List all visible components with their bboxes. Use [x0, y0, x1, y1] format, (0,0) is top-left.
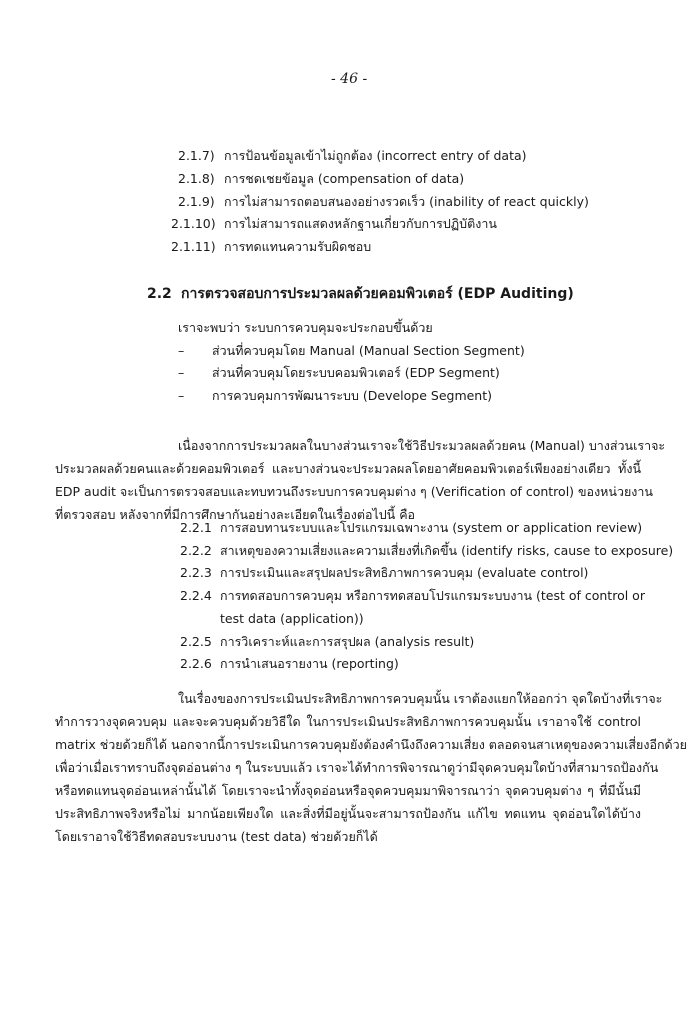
- paragraph-line: ทำการวางจุดควบคุม และจะควบคุมด้วยวิธีใด ในการประเมินประสิทธิภาพการควบคุมนั้น เราอาจใช้ control: [55, 714, 641, 729]
- list-item-text: การชดเชยข้อมูล (compensation of data): [224, 171, 465, 186]
- list-item: [180, 636, 474, 649]
- list-item-text: การไม่สามารถแสดงหลักฐานเกี่ยวกับการปฏิบัติงาน: [224, 216, 497, 231]
- bullet-text: การควบคุมการพัฒนาระบบ (Develope Segment): [212, 388, 493, 403]
- list-item-number: 2.1.11): [171, 239, 216, 254]
- list-item-text: การป้อนข้อมูลเข้าไม่ถูกต้อง (incorrect entry of data): [224, 148, 527, 163]
- list-item-number: 2.2.4: [180, 588, 212, 603]
- list-item: [178, 150, 527, 163]
- dash-icon: –: [178, 365, 185, 380]
- list-item-continuation: test data (application)): [220, 611, 364, 626]
- list-item-text: การไม่สามารถตอบสนองอย่างรวดเร็ว (inability of react quickly): [224, 194, 589, 209]
- list-item-number: 2.2.6: [180, 656, 212, 671]
- paragraph-line: ประสิทธิภาพจริงหรือไม่ มากน้อยเพียงใด และสิ่งที่มีอยู่นั้นจะสามารถป้องกัน แก้ไข ทดแทน จุดอ่อนใดได้บ้าง: [55, 806, 641, 821]
- list-item: [180, 545, 673, 558]
- list-item-number: 2.1.9): [178, 194, 215, 209]
- paragraph-line: เนื่องจากการประมวลผลในบางส่วนเราจะใช้วิธีประมวลผลด้วยคน (Manual) บางส่วนเราจะ: [178, 438, 666, 453]
- paragraph-line: โดยเราอาจใช้วิธีทดสอบระบบงาน (test data) ช่วยด้วยก็ได้: [55, 829, 378, 844]
- paragraph-line: หรือทดแทนจุดอ่อนเหล่านั้นได้ โดยเราจะนำทั้งจุดอ่อนหรือจุดควบคุมมาพิจารณาว่า จุดควบคุมต่าง ๆ ที่มีนั้นมี: [55, 783, 641, 798]
- intro-text: เราจะพบว่า ระบบการควบคุมจะประกอบขึ้นด้วย: [178, 320, 433, 335]
- list-item: [180, 567, 588, 580]
- list-item-number: 2.2.3: [180, 565, 212, 580]
- list-item: [178, 196, 589, 209]
- dash-icon: –: [178, 343, 185, 358]
- paragraph-line: ในเรื่องของการประเมินประสิทธิภาพการควบคุมนั้น เราต้องแยกให้ออกว่า จุดใดบ้างที่เราจะ: [178, 691, 663, 706]
- list-item-text: การนำเสนอรายงาน (reporting): [220, 656, 399, 671]
- list-item-text: การวิเคราะห์และการสรุปผล (analysis result): [220, 634, 475, 649]
- list-item: [178, 173, 464, 186]
- section-number: 2.2: [147, 286, 172, 302]
- section-title: การตรวจสอบการประมวลผลด้วยคอมพิวเตอร์ (EDP Auditing): [181, 286, 574, 302]
- paragraph-line: ประมวลผลด้วยคนและด้วยคอมพิวเตอร์ และบางส่วนจะประมวลผลโดยอาศัยคอมพิวเตอร์เพียงอย่างเดียว ทั้งนี้: [55, 461, 641, 476]
- page-number: - 46 -: [331, 71, 368, 87]
- list-item-number: 2.1.10): [171, 216, 216, 231]
- list-item-number: 2.1.7): [178, 148, 215, 163]
- bullet-item: [178, 390, 492, 403]
- paragraph-line: เพื่อว่าเมื่อเราทราบถึงจุดอ่อนต่าง ๆ ในระบบแล้ว เราจะได้ทำการพิจารณาดูว่ามีจุดควบคุมใดบ้างที่สามารถป้องกัน: [55, 760, 659, 775]
- list-item-text: การทดสอบการควบคุม หรือการทดสอบโปรแกรมระบบงาน (test of control or: [220, 588, 645, 603]
- list-item-number: 2.1.8): [178, 171, 215, 186]
- list-item: [171, 218, 497, 231]
- list-item-number: 2.2.1: [180, 520, 212, 535]
- list-item-text: สาเหตุของความเสี่ยงและความเสี่ยงที่เกิดขึ้น (identify risks, cause to exposure): [220, 543, 674, 558]
- bullet-text: ส่วนที่ควบคุมโดยระบบคอมพิวเตอร์ (EDP Segment): [212, 365, 500, 380]
- dash-icon: –: [178, 388, 185, 403]
- list-item: [180, 658, 399, 671]
- paragraph-line: ที่ตรวจสอบ หลังจากที่มีการศึกษากันอย่างละเอียดในเรื่องต่อไปนี้ คือ: [55, 507, 416, 522]
- paragraph-line: matrix ช่วยด้วยก็ได้ นอกจากนี้การประเมินการควบคุมยังต้องคำนึงถึงความเสี่ยง ตลอดจนสาเหตุของความเสี่ยงอีกด้วย: [55, 737, 687, 752]
- list-item: [180, 590, 645, 603]
- list-item-text: การสอบทานระบบและโปรแกรมเฉพาะงาน (system or application review): [220, 520, 643, 535]
- list-item-text: การทดแทนความรับผิดชอบ: [224, 239, 372, 254]
- list-item-text: การประเมินและสรุปผลประสิทธิภาพการควบคุม (evaluate control): [220, 565, 589, 580]
- bullet-text: ส่วนที่ควบคุมโดย Manual (Manual Section Segment): [212, 343, 525, 358]
- bullet-item: [178, 345, 525, 358]
- list-item: [180, 522, 642, 535]
- bullet-item: [178, 367, 500, 380]
- list-item-number: 2.2.5: [180, 634, 212, 649]
- section-heading: [147, 287, 574, 301]
- list-item-number: 2.2.2: [180, 543, 212, 558]
- paragraph-line: EDP audit จะเป็นการตรวจสอบและทบทวนถึงระบบการควบคุมต่าง ๆ (Verification of control) ของหน่วยงาน: [55, 484, 653, 499]
- list-item: [171, 241, 371, 254]
